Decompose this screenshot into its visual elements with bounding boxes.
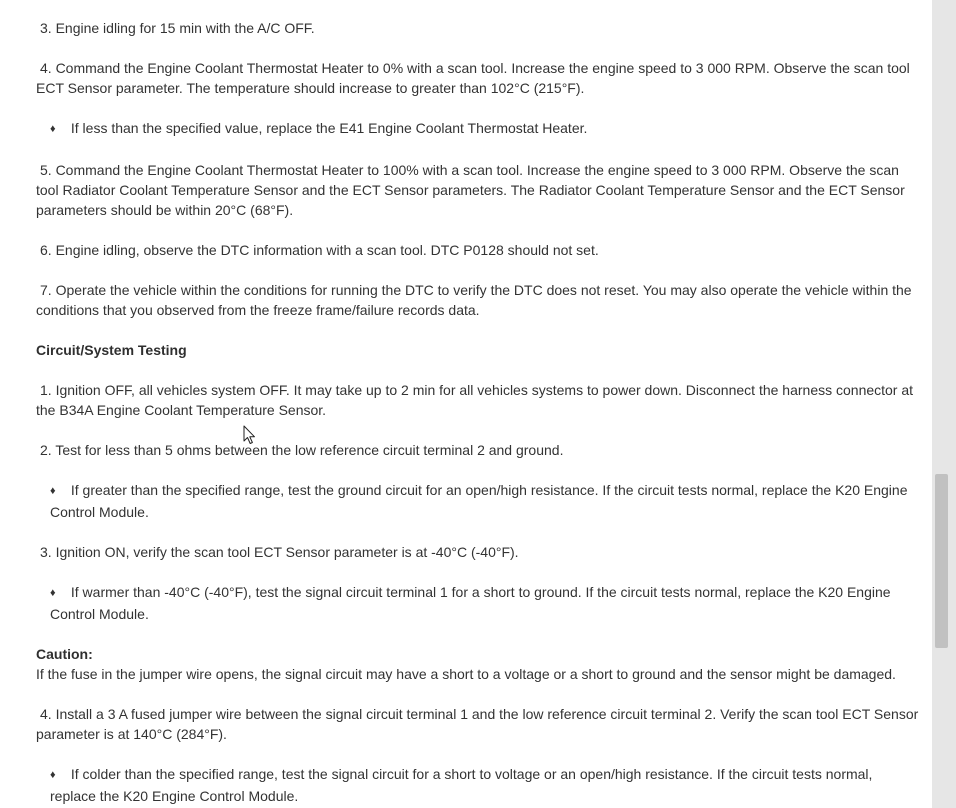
- diamond-bullet-icon: ♦: [50, 769, 56, 781]
- step-text: 5. Command the Engine Coolant Thermostat Heater to 100% with a scan tool. Increase the engine speed to 3 000 RPM. Observe the scan tool Radiator Coolant Temperature Sensor and the ECT Sensor parameters. The Radiator Coolant Temperature Sensor and the ECT Sensor parameters should be within 20°C (68°F).: [36, 162, 905, 218]
- vertical-scrollbar[interactable]: [932, 0, 956, 808]
- step-2-test-resistance: [36, 440, 922, 460]
- bullet-replace-heater: [36, 118, 922, 140]
- bullet-signal-short-ground: [36, 582, 922, 624]
- bullet-text: If greater than the specified range, test the ground circuit for an open/high resistance. If the circuit tests normal, replace the K20 Engine Control Module.: [50, 482, 908, 520]
- step-1-ignition-off: [36, 380, 922, 420]
- diamond-bullet-icon: ♦: [50, 587, 56, 599]
- caution-note: [36, 644, 922, 684]
- bullet-text: If colder than the specified range, test the signal circuit for a short to voltage or an open/high resistance. If the circuit tests normal, replace the K20 Engine Control Module.: [50, 766, 873, 804]
- bullet-ground-circuit: [36, 480, 922, 522]
- step-text: 3. Engine idling for 15 min with the A/C OFF.: [40, 20, 315, 36]
- step-3-ignition-on: [36, 542, 922, 562]
- step-text: 4. Command the Engine Coolant Thermostat Heater to 0% with a scan tool. Increase the engine speed to 3 000 RPM. Observe the scan tool ECT Sensor parameter. The temperature should increase to greater than 102°C (215°F).: [36, 60, 910, 96]
- bullet-text: If warmer than -40°C (-40°F), test the signal circuit terminal 1 for a short to ground. If the circuit tests normal, replace the K20 Engine Control Module.: [50, 584, 891, 622]
- diamond-bullet-icon: ♦: [50, 485, 56, 497]
- section-heading-circuit-system-testing: Circuit/System Testing: [36, 342, 187, 358]
- step-3-engine-idling: [36, 18, 922, 38]
- step-text: 4. Install a 3 A fused jumper wire between the signal circuit terminal 1 and the low reference circuit terminal 2. Verify the scan tool ECT Sensor parameter is at 140°C (284°F).: [36, 706, 919, 742]
- step-4-install-jumper: [36, 704, 922, 744]
- caution-text: If the fuse in the jumper wire opens, the signal circuit may have a short to a voltage or a short to ground and the sensor might be damaged.: [36, 666, 896, 682]
- step-text: 1. Ignition OFF, all vehicles system OFF. It may take up to 2 min for all vehicles systems to power down. Disconnect the harness connector at the B34A Engine Coolant Temperature Sensor.: [36, 382, 914, 418]
- mouse-pointer-icon: [243, 425, 257, 445]
- bullet-signal-short-voltage: [36, 764, 922, 806]
- step-text: 3. Ignition ON, verify the scan tool ECT Sensor parameter is at -40°C (-40°F).: [40, 544, 519, 560]
- step-6-observe-dtc: [36, 240, 922, 260]
- document-content: [36, 18, 922, 808]
- step-4-command-heater-0: [36, 58, 922, 98]
- step-text: 7. Operate the vehicle within the conditions for running the DTC to verify the DTC does not reset. You may also operate the vehicle within the conditions that you observed from the freeze frame/failure records data.: [36, 282, 912, 318]
- step-5-command-heater-100: [36, 160, 922, 220]
- diamond-bullet-icon: ♦: [50, 123, 56, 135]
- scrollbar-thumb[interactable]: [935, 474, 948, 648]
- step-7-operate-vehicle: [36, 280, 922, 320]
- step-text: 6. Engine idling, observe the DTC information with a scan tool. DTC P0128 should not set.: [40, 242, 599, 258]
- step-text: 2. Test for less than 5 ohms between the low reference circuit terminal 2 and ground.: [40, 442, 564, 458]
- caution-label: Caution:: [36, 646, 93, 662]
- bullet-text: If less than the specified value, replace the E41 Engine Coolant Thermostat Heater.: [70, 120, 588, 136]
